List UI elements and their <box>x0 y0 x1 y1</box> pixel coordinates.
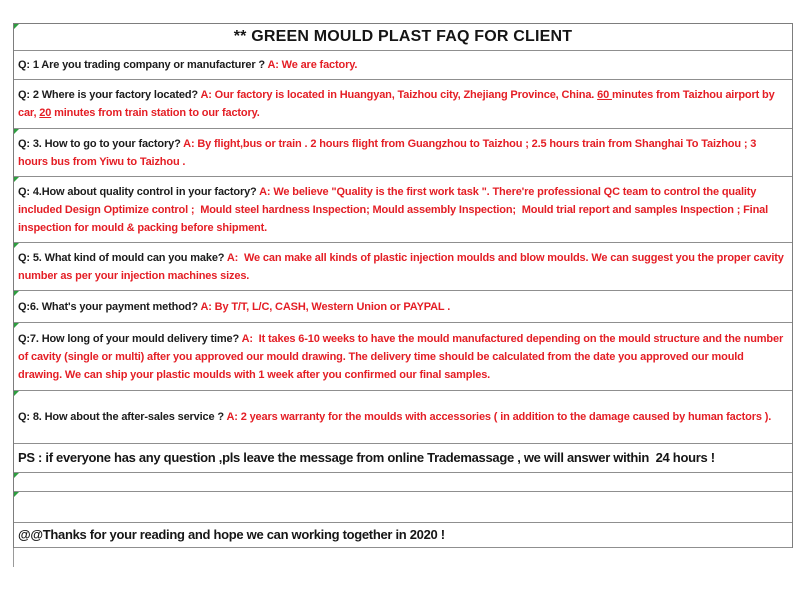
trailing-empty-cell <box>13 548 794 567</box>
faq-row-q2 <box>14 80 792 129</box>
page-title: ** GREEN MOULD PLAST FAQ FOR CLIENT <box>233 28 573 45</box>
ps-note-text: PS : if everyone has any question ,pls leave the message from online Trademassage , we will answer within 24 hours ! <box>18 450 715 465</box>
faq-q4-text <box>14 183 792 237</box>
answer-text: minutes from train station to our factory. <box>51 107 260 119</box>
answer-text: A: We are factory. <box>267 59 358 71</box>
answer-text: A: Our factory is located in Huangyan, Taizhou city, Zhejiang Province, China. <box>200 89 598 101</box>
faq-table <box>13 23 793 548</box>
cell-error-flag-icon <box>14 473 19 478</box>
question-text: Q: 5. What kind of mould can you make? <box>18 251 227 264</box>
question-text: Q: 4.How about quality control in your factory? <box>18 185 260 198</box>
cell-error-flag-icon <box>14 24 19 29</box>
question-text: Q:6. What's your payment method? <box>18 300 201 313</box>
faq-q8-text <box>14 408 792 426</box>
cell-error-flag-icon <box>14 492 19 497</box>
faq-row-q7 <box>14 323 792 391</box>
empty-row <box>14 492 792 523</box>
cell-error-flag-icon <box>14 243 19 248</box>
faq-q6-text <box>14 298 792 316</box>
answer-underlined-number: 20 <box>39 107 52 119</box>
faq-row-q3 <box>14 129 792 177</box>
empty-row <box>14 473 792 492</box>
cell-error-flag-icon <box>14 323 19 328</box>
question-text: Q: 1 Are you trading company or manufacturer ? <box>18 59 268 71</box>
faq-row-q5 <box>14 243 792 291</box>
faq-row-q8 <box>14 391 792 444</box>
cell-error-flag-icon <box>14 391 19 396</box>
question-text: Q: 3. How to go to your factory? <box>18 137 184 150</box>
title-row <box>14 24 792 51</box>
thanks-row <box>14 523 792 548</box>
faq-q7-text <box>14 330 792 384</box>
faq-row-q1 <box>14 51 792 80</box>
answer-text: A: By T/T, L/C, CASH, Western Union or PAYPAL . <box>200 300 451 313</box>
ps-note-row <box>14 444 792 473</box>
answer-text: A: By flight,bus or train . 2 hours flight from Guangzhou to Taizhou ; 2.5 hours train from Shanghai To Taizhou ; 3 hours bus from Yiwu to Taizhou . <box>18 137 760 168</box>
answer-text: A: 2 years warranty for the moulds with accessories ( in addition to the damage caused by human factors ). <box>226 411 772 423</box>
answer-text: minutes from Taizhou airport by car, <box>18 89 778 119</box>
answer-text: A: It takes 6-10 weeks to have the mould manufactured depending on the mould structure and the number of cavity (single or multi) after you approved our mould drawing. The delivery time should be calculated from the date you approved our mould drawing. We can ship your plastic moulds with 1 week after you confirmed our final samples. <box>18 332 786 381</box>
faq-row-q6 <box>14 291 792 323</box>
faq-q3-text <box>14 135 792 171</box>
answer-text: A: We believe "Quality is the first work task ". There're professional QC team to control the quality included Design Optimize control ; Mould steel hardness Inspection; Mould assembly Inspection; Mould trial report and samples Inspection ; Final inspection for mould & packing before shipment. <box>18 185 771 234</box>
cell-error-flag-icon <box>14 129 19 134</box>
question-text: Q: 8. How about the after-sales service ? <box>18 411 227 423</box>
faq-row-q4 <box>14 177 792 243</box>
faq-q1-text <box>14 56 792 74</box>
faq-q2-text <box>14 86 792 122</box>
cell-error-flag-icon <box>14 291 19 296</box>
thanks-text: @@Thanks for your reading and hope we can working together in 2020 ! <box>18 527 445 542</box>
answer-text: A: We can make all kinds of plastic injection moulds and blow moulds. We can suggest you the proper cavity number as per your injection machines sizes. <box>18 251 787 282</box>
faq-q5-text <box>14 249 792 285</box>
cell-error-flag-icon <box>14 177 19 182</box>
question-text: Q: 2 Where is your factory located? <box>18 89 201 101</box>
question-text: Q:7. How long of your mould delivery time? <box>18 332 242 345</box>
answer-underlined-number: 60 <box>597 89 612 101</box>
